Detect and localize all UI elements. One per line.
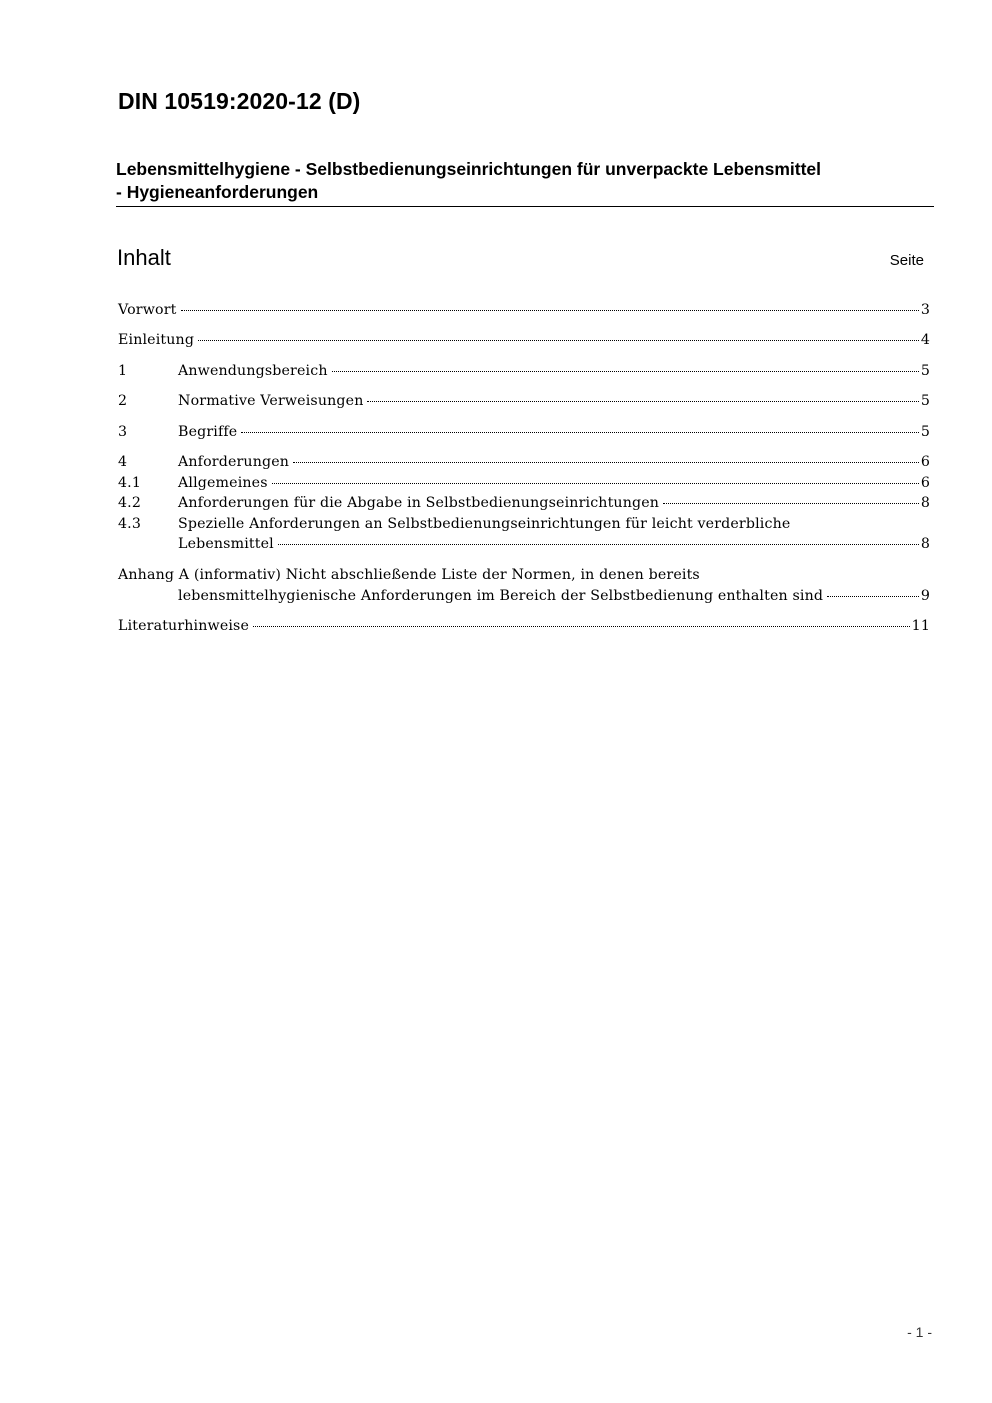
toc-entry-vorwort[interactable]: [118, 302, 930, 323]
toc-entry-title: Normative Verweisungen: [178, 393, 364, 409]
toc-entry-page: 3: [920, 302, 930, 318]
toc-entry-page: 8: [920, 536, 930, 552]
toc-leader-dots: [663, 503, 919, 504]
toc-entry-number: 4.3: [118, 515, 142, 532]
toc-heading: Inhalt: [117, 245, 171, 270]
toc-entry-title-line-2: lebensmittelhygienische Anforderungen im Bereich der Selbstbedienung enthalten sind: [178, 587, 824, 604]
toc-entry-page: 6: [920, 474, 930, 491]
subtitle-line-2: - Hygieneanforderungen: [116, 182, 319, 202]
toc-leader-dots: [241, 432, 918, 433]
toc-entry-title: Anwendungsbereich: [178, 363, 328, 379]
toc-entry-number: 4.1: [118, 474, 142, 491]
toc-entry-page: 5: [920, 424, 930, 440]
toc-entry-anhang-a[interactable]: [118, 567, 930, 608]
toc-entry-page: 9: [920, 587, 930, 604]
toc-entry-title: Allgemeines: [178, 474, 268, 491]
toc-entry-title-line-2: Lebensmittel: [178, 536, 274, 552]
toc-entry-title-line-1: Spezielle Anforderungen an Selbstbedienungseinrichtungen für leicht verderbliche: [178, 515, 791, 532]
subtitle-line-1: Lebensmittelhygiene - Selbstbedienungseinrichtungen für unverpackte Lebensmittel: [116, 159, 821, 179]
toc-leader-dots: [253, 626, 910, 627]
toc-entry-title: Anforderungen für die Abgabe in Selbstbedienungseinrichtungen: [178, 495, 660, 511]
toc-leader-dots: [181, 310, 919, 311]
document-title: DIN 10519:2020-12 (D): [118, 88, 361, 114]
toc-group-section-4: [118, 454, 930, 557]
toc-leader-dots: [272, 483, 919, 484]
toc-entry-section-4-1[interactable]: [118, 475, 930, 496]
toc-entry-einleitung[interactable]: [118, 332, 930, 353]
document-subtitle: [116, 158, 934, 207]
toc-entry-number: 2: [118, 393, 128, 409]
toc-entry-page: 5: [920, 363, 930, 379]
toc-entry-section-4-3[interactable]: [118, 516, 930, 557]
toc-leader-dots: [198, 340, 919, 341]
toc-entry-section-1[interactable]: [118, 363, 930, 384]
toc-entry-number: 1: [118, 363, 128, 379]
toc-leader-dots: [827, 596, 919, 597]
toc-entry-literaturhinweise[interactable]: [118, 618, 930, 639]
toc-entry-page: 6: [920, 454, 930, 470]
toc-entry-title: Literaturhinweise: [118, 618, 250, 634]
toc-entry-page: 5: [920, 393, 930, 409]
toc-entry-title: Vorwort: [118, 302, 177, 318]
toc-entry-section-4-2[interactable]: [118, 495, 930, 516]
toc-leader-dots: [332, 371, 919, 372]
toc-leader-dots: [278, 544, 919, 545]
toc-entry-title: Begriffe: [178, 424, 238, 440]
toc-entry-number: 3: [118, 424, 128, 440]
page-number: - 1 -: [907, 1324, 932, 1340]
toc-page-column-label: Seite: [889, 252, 924, 269]
toc-entry-page: 4: [920, 332, 930, 348]
toc-entry-section-4[interactable]: [118, 454, 930, 475]
toc-entry-page: 8: [920, 495, 930, 511]
toc-entry-page: 11: [911, 618, 930, 634]
toc-entry-number: 4.2: [118, 495, 142, 511]
toc-entry-section-3[interactable]: [118, 424, 930, 445]
toc-entry-number: 4: [118, 454, 128, 470]
toc-leader-dots: [293, 462, 919, 463]
toc-entry-title-line-1: Anhang A (informativ) Nicht abschließende Liste der Normen, in denen bereits: [118, 567, 700, 583]
toc-entry-section-2[interactable]: [118, 393, 930, 414]
toc-entry-title: Anforderungen: [178, 454, 290, 470]
toc-entry-title: Einleitung: [118, 332, 195, 348]
toc-leader-dots: [367, 401, 918, 402]
